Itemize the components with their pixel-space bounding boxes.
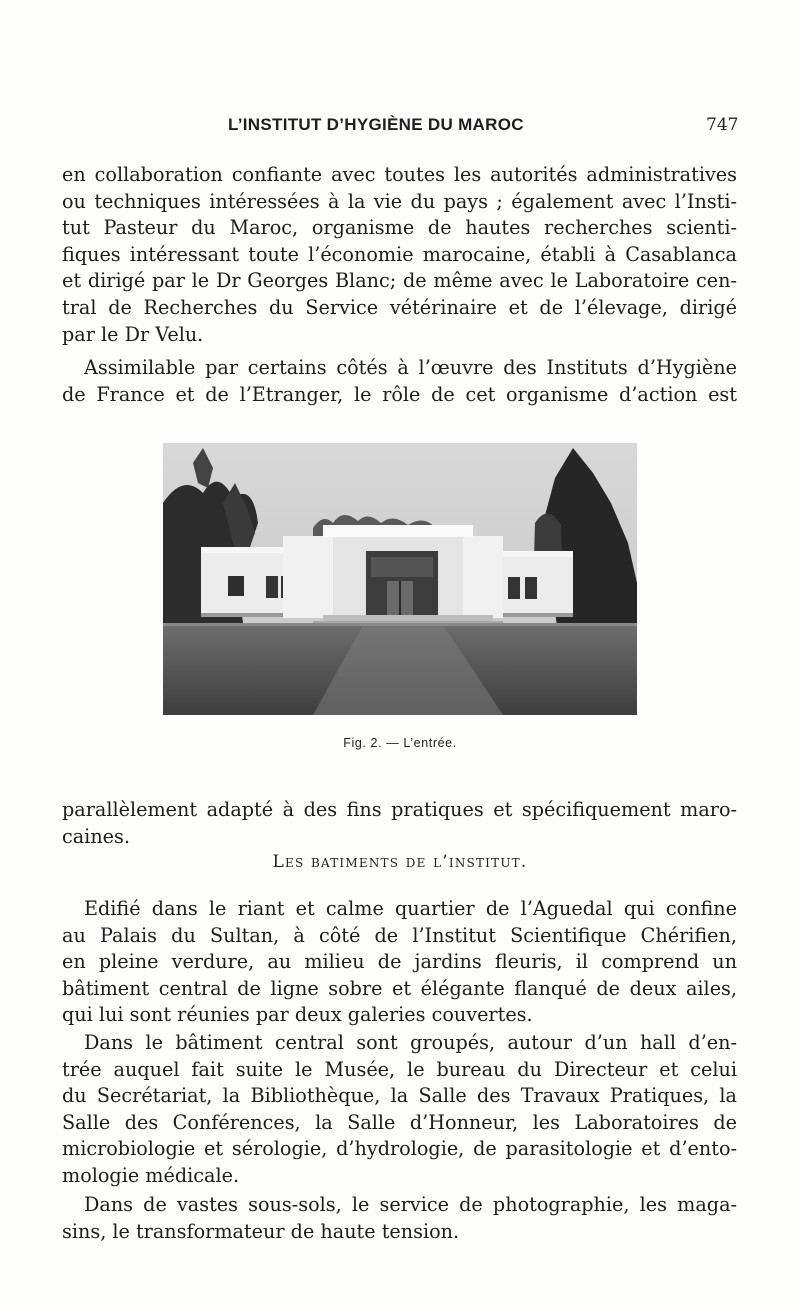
paragraph-parallelement bbox=[62, 797, 737, 850]
text-line: Dans le bâtiment central sont groupés, autour d’un hall d’en- bbox=[84, 1031, 737, 1054]
page-header bbox=[0, 115, 800, 141]
text-line: trée auquel fait suite le Musée, le bureau du Directeur et celui bbox=[62, 1057, 737, 1081]
text-line: par le Dr Velu. bbox=[62, 322, 204, 346]
running-title: L’INSTITUT D’HYGIÈNE DU MAROC bbox=[228, 115, 524, 134]
paragraph-assimilable bbox=[62, 355, 737, 408]
text-line: ou techniques intéressées à la vie du pays ; également avec l’Insti- bbox=[62, 189, 737, 213]
text-line: tral de Recherches du Service vétérinaire et de l’élevage, dirigé bbox=[62, 295, 737, 319]
text-line: bâtiment central de ligne sobre et élégante flanqué de deux ailes, bbox=[62, 976, 737, 1000]
building-photograph bbox=[163, 443, 637, 715]
text-line: Edifié dans le riant et calme quartier de l’Aguedal qui confine bbox=[84, 897, 737, 920]
text-line: fiques intéressant toute l’économie marocaine, établi à Casablanca bbox=[62, 242, 737, 266]
text-line: sins, le transformateur de haute tension. bbox=[62, 1219, 460, 1243]
text-line: tut Pasteur du Maroc, organisme de hautes recherches scienti- bbox=[62, 216, 737, 240]
section-heading: Les batiments de l’institut. bbox=[272, 852, 528, 872]
text-line: en pleine verdure, au milieu de jardins fleuris, il comprend un bbox=[62, 950, 737, 974]
text-line: Assimilable par certains côtés à l’œuvre des Instituts d’Hygiène bbox=[84, 356, 737, 379]
figure-entrance-photo bbox=[163, 443, 637, 715]
paragraph-sous-sols bbox=[62, 1192, 737, 1245]
paragraph-collaboration bbox=[62, 162, 737, 348]
text-line: mologie médicale. bbox=[62, 1163, 240, 1187]
text-line: de France et de l’Etranger, le rôle de cet organisme d’action est bbox=[62, 382, 737, 406]
text-line: du Secrétariat, la Bibliothèque, la Salle des Travaux Pratiques, la bbox=[62, 1084, 737, 1108]
text-line: Dans de vastes sous-sols, le service de photographie, les maga- bbox=[84, 1193, 737, 1216]
page-number: 747 bbox=[706, 115, 739, 135]
text-line: parallèlement adapté à des fins pratiques et spécifiquement maro- bbox=[62, 798, 737, 821]
text-line: microbiologie et sérologie, d’hydrologie, de parasitologie et d’ento- bbox=[62, 1137, 737, 1161]
text-line: et dirigé par le Dr Georges Blanc; de même avec le Laboratoire cen- bbox=[62, 269, 737, 293]
text-line: qui lui sont réunies par deux galeries couvertes. bbox=[62, 1003, 533, 1027]
paragraph-batiment-central bbox=[62, 1030, 737, 1190]
text-line: en collaboration confiante avec toutes les autorités administratives bbox=[62, 163, 737, 186]
text-line: au Palais du Sultan, à côté de l’Institut Scientifique Chérifien, bbox=[62, 923, 737, 947]
paragraph-edifie bbox=[62, 896, 737, 1029]
text-line: Salle des Conférences, la Salle d’Honneur, les Laboratoires de bbox=[62, 1110, 737, 1134]
text-line: caines. bbox=[62, 824, 130, 848]
figure-caption: Fig. 2. — L’entrée. bbox=[343, 736, 457, 750]
